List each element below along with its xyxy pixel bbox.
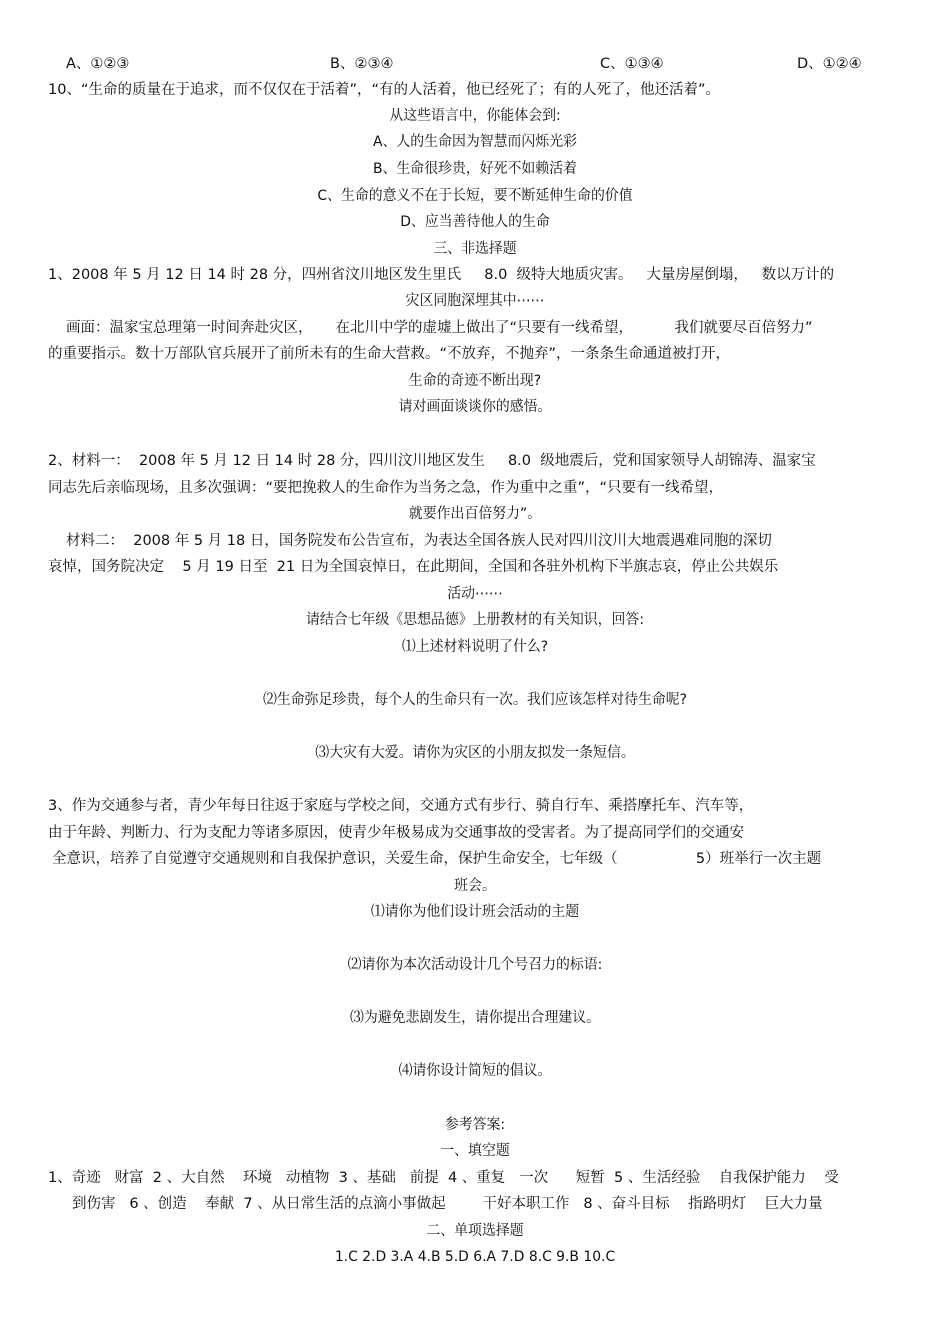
q10-option-a: A、人的生命因为智慧而闪烁光彩 [373, 134, 577, 150]
q3-sub-4: ⑷请你设计简短的倡议。 [398, 1063, 552, 1079]
q3-line-2: 由于年龄、判断力、行为支配力等诸多原因，使青少年极易成为交通事故的受害者。为了提高同学们的交通安 [48, 825, 744, 841]
answers-single-line: 1.C 2.D 3.A 4.B 5.D 6.A 7.D 8.C 9.B 10.C [334, 1249, 616, 1265]
q10-prompt: 从这些语言中，你能体会到: [389, 108, 561, 124]
answers-fill-line-1: 1、奇迹 财富 2 、大自然 环境 动植物 3 、基础 前提 4 、重复 一次 短暂 5 、生活经验 自我保护能力 受 [48, 1170, 839, 1186]
q3-sub-1: ⑴请你为他们设计班会活动的主题 [370, 904, 580, 920]
q2-instruction: 请结合七年级《思想品德》上册教材的有关知识，回答: [305, 612, 645, 628]
section-title-non-choice: 三、非选择题 [433, 241, 517, 257]
answers-title: 参考答案: [444, 1117, 506, 1133]
q3-line-1: 3、作为交通参与者，青少年每日往返于家庭与学校之间，交通方式有步行、骑自行车、乘搭摩托车、汽车等， [48, 798, 754, 814]
q2-sub-2: ⑵生命弥足珍贵，每个人的生命只有一次。我们应该怎样对待生命呢? [262, 692, 688, 708]
q3-line-4: 班会。 [454, 878, 496, 894]
q2-line-5: 哀悼，国务院决定 5 月 19 日至 21 日为全国哀悼日，在此期间，全国和各驻外机构下半旗志哀，停止公共娱乐 [48, 559, 779, 575]
q3-sub-2: ⑵请你为本次活动设计几个号召力的标语: [347, 957, 603, 973]
q1-line-4: 的重要指示。数十万部队官兵展开了前所未有的生命大营救。“不放弃，不抛弃”，一条条生命通道被打开， [48, 346, 731, 362]
q10-option-d: D、应当善待他人的生命 [400, 214, 550, 230]
q2-line-1: 2、材料一： 2008 年 5 月 12 日 14 时 28 分，四川汶川地区发生 8.0 级地震后，党和国家领导人胡锦涛、温家宝 [48, 453, 816, 469]
q1-line-3: 画面：温家宝总理第一时间奔赴灾区， 在北川中学的虚墟上做出了“只要有一线希望， 我们就要尽百倍努力” [66, 320, 813, 336]
answers-fill-line-2: 到伤害 6 、创造 奉献 7 、从日常生活的点滴小事做起 干好本职工作 8 、奋斗目标 指路明灯 巨大力量 [72, 1196, 823, 1212]
q2-sub-1: ⑴上述材料说明了什么? [401, 639, 549, 655]
q9-choice-d: D、①②④ [797, 56, 862, 72]
q3-line-3: 全意识，培养了自觉遵守交通规则和自我保护意识，关爱生命，保护生命安全，七年级（ 5）班举行一次主题 [52, 851, 822, 867]
q2-line-2: 同志先后亲临现场，且多次强调：“要把挽救人的生命作为当务之急，作为重中之重”，“只要有一线希望， [48, 480, 724, 496]
q2-line-6: 活动⋯⋯ [447, 586, 503, 602]
q9-choice-c: C、①③④ [600, 56, 664, 72]
answers-single-title: 二、单项选择题 [426, 1223, 524, 1239]
q1-line-2: 灾区同胞深埋其中⋯⋯ [405, 293, 545, 309]
q2-line-4: 材料二： 2008 年 5 月 18 日，国务院发布公告宣布，为表达全国各族人民对四川汶川大地震遇难同胞的深切 [66, 533, 772, 549]
q1-line-6: 请对画面谈谈你的感悟。 [398, 399, 552, 415]
q10-option-c: C、生命的意义不在于长短，要不断延伸生命的价值 [317, 188, 633, 204]
q1-line-1: 1、2008 年 5 月 12 日 14 时 28 分，四州省汶川地区发生里氏 8.0 级特大地质灾害。 大量房屋倒塌， 数以万计的 [48, 267, 835, 283]
q9-choice-a: A、①②③ [66, 56, 130, 72]
q9-choice-b: B、②③④ [330, 56, 394, 72]
q2-sub-3: ⑶大灾有大爱。请你为灾区的小朋友拟发一条短信。 [315, 745, 635, 761]
q2-line-3: 就要作出百倍努力”。 [408, 506, 542, 522]
q10-option-b: B、生命很珍贵，好死不如赖活着 [372, 161, 577, 177]
q1-line-5: 生命的奇迹不断出现? [408, 373, 542, 389]
q3-sub-3: ⑶为避免悲剧发生，请你提出合理建议。 [349, 1010, 601, 1026]
answers-fill-title: 一、填空题 [440, 1143, 510, 1159]
q10-stem: 10、“生命的质量在于追求，而不仅仅在于活着”，“有的人活着，他已经死了；有的人死了，他还活着”。 [48, 82, 720, 98]
